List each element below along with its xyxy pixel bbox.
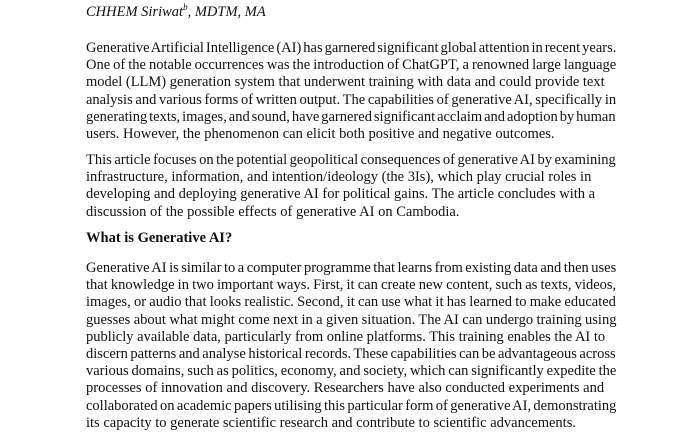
text-line: publicly available data, particularly from online platforms. This training enables the AI to [86,328,606,345]
author-name: CHHEM Siriwat [86,4,184,20]
text-line: images, or audio that looks realistic. Second, it can use what it has learned to make educated [86,294,616,311]
text-line: its capacity to generate scientific research and contribute to scientific advancements. [86,414,576,431]
text-line: Generative Artificial Intelligence (AI) has garnered significant global attention in recent years. [86,40,617,56]
text-line: generating texts, images, and sound, have garnered significant acclaim and adoption by human [86,108,616,125]
paragraph-definition [86,260,616,432]
text-line: discussion of the possible effects of generative AI on Cambodia. [86,203,460,220]
text-line: Generative AI is similar to a computer programme that learns from existing data and then uses [86,260,617,276]
text-line: One of the notable occurrences was the introduction of ChatGPT, a renowned large language [86,57,617,74]
text-line: guesses about what might come next in a given situation. The AI can undergo training using [86,311,617,328]
text-line: model (LLM) generation system that underwent training with data and could provide text [86,74,605,91]
text-line: users. However, the phenomenon can elicit both positive and negative outcomes. [86,126,555,143]
text-line: processes of innovation and discovery. Researchers have also conducted experiments and [86,380,605,397]
author-credentials: , MDTM, MA [187,4,266,20]
text-line: collaborated on academic papers utilising this particular form of generative AI, demonstrating [86,397,617,414]
paragraph-focus [86,152,616,221]
section-heading: What is Generative AI? [86,230,233,246]
text-line: developing and deploying generative AI for political gains. The article concludes with a [86,186,596,203]
text-line: analysis and various forms of written output. The capabilities of generative AI, specifically in [86,91,617,108]
author-affiliation-marker: b [183,2,188,13]
paragraph-intro [86,40,616,143]
text-line: various domains, such as politics, economy, and society, which can significantly expedite the [86,363,617,380]
text-line: that knowledge in two important ways. First, it can create new content, such as texts, videos, [86,277,617,294]
text-line: discern patterns and analyse historical records. These capabilities can be advantageous across [86,346,616,363]
text-line: infrastructure, information, and intention/ideology (the 3Is), which play crucial roles in [86,169,592,186]
author-line [86,4,266,21]
text-line: This article focuses on the potential geopolitical consequences of generative AI by examining [86,152,616,168]
